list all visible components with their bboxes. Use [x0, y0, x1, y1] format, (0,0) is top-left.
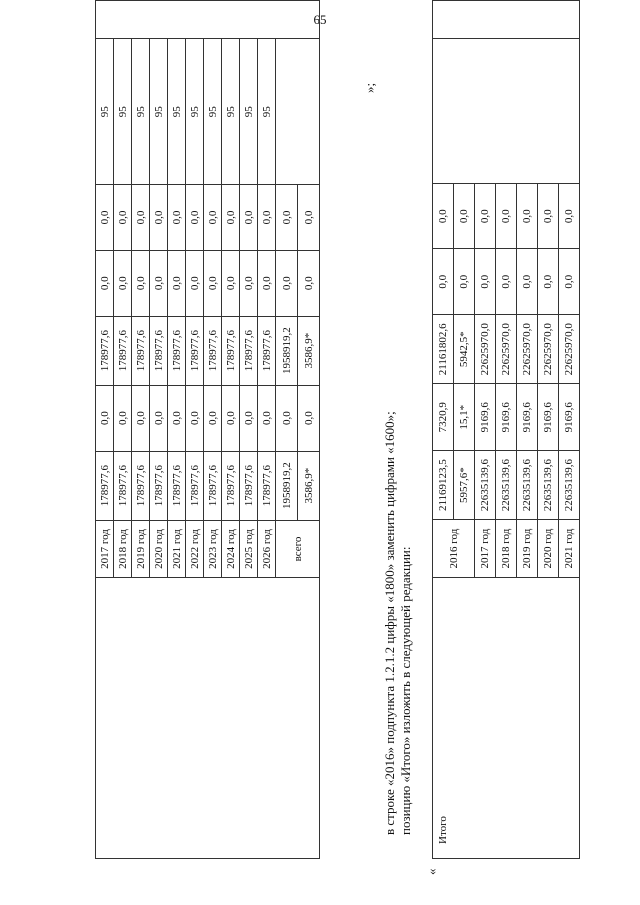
year-cell: 2020 год: [538, 520, 559, 577]
indicator-cell: 95: [96, 39, 114, 185]
value-cell: 178977,6: [114, 316, 132, 385]
value-cell: 0,0: [222, 385, 240, 451]
value-cell: 178977,6: [186, 316, 204, 385]
total-label-cell: всего: [276, 520, 320, 577]
year-cell: 2024 год: [222, 520, 240, 577]
program-table-body: [96, 1, 320, 859]
year-cell: 2019 год: [132, 520, 150, 577]
trailing-cell: [433, 1, 580, 39]
year-cell: 2018 год: [496, 520, 517, 577]
value-cell: 22625970,0: [559, 315, 580, 384]
value-cell: 178977,6: [96, 316, 114, 385]
table-row: [433, 1, 454, 859]
value-cell: 178977,6: [240, 451, 258, 520]
value-cell: 0,0: [168, 185, 186, 251]
value-cell: 0,0: [454, 183, 475, 249]
value-cell: 0,0: [186, 385, 204, 451]
value-cell: 0,0: [114, 385, 132, 451]
value-cell: 22635139,6: [496, 450, 517, 519]
value-cell: 22635139,6: [475, 450, 496, 519]
indicator-cell: [276, 39, 320, 185]
value-cell: 22635139,6: [538, 450, 559, 519]
value-cell: 0,0: [559, 249, 580, 315]
total-table: [432, 0, 580, 859]
total-value-cell: 0,0: [276, 185, 298, 251]
value-cell: 0,0: [496, 249, 517, 315]
total-value-cell: 1958919,2: [276, 451, 298, 520]
indicator-cell: 95: [168, 39, 186, 185]
year-cell: 2023 год: [204, 520, 222, 577]
opening-quote-mark: «: [424, 868, 439, 875]
value-cell: 0,0: [475, 249, 496, 315]
year-cell: 2016 год: [433, 520, 475, 577]
indicator-cell: [433, 39, 580, 184]
value-cell: 21161802,6: [433, 315, 454, 384]
value-cell: 0,0: [240, 185, 258, 251]
value-cell: 0,0: [96, 185, 114, 251]
value-cell: 0,0: [150, 185, 168, 251]
value-cell: 0,0: [517, 183, 538, 249]
indicator-cell: 95: [240, 39, 258, 185]
indicator-cell: 95: [150, 39, 168, 185]
table-row: [96, 1, 114, 859]
value-cell: 178977,6: [204, 451, 222, 520]
value-cell: 0,0: [240, 385, 258, 451]
value-cell: 5942,5*: [454, 315, 475, 384]
value-cell: 9169,6: [517, 384, 538, 450]
value-cell: 0,0: [186, 185, 204, 251]
value-cell: 178977,6: [240, 316, 258, 385]
year-cell: 2021 год: [559, 520, 580, 577]
total-value-cell: 0,0: [276, 385, 298, 451]
value-cell: 178977,6: [114, 451, 132, 520]
value-cell: 0,0: [96, 250, 114, 316]
value-cell: 0,0: [96, 385, 114, 451]
value-cell: 0,0: [168, 250, 186, 316]
value-cell: 178977,6: [258, 451, 276, 520]
value-cell: 178977,6: [96, 451, 114, 520]
value-cell: 178977,6: [150, 316, 168, 385]
value-cell: 0,0: [454, 249, 475, 315]
trailing-cell: [96, 1, 320, 40]
value-cell: 178977,6: [222, 451, 240, 520]
year-cell: 2022 год: [186, 520, 204, 577]
total-value-cell: 0,0: [298, 185, 320, 251]
total-value-cell: 3586,9*: [298, 451, 320, 520]
total-table-body: [433, 1, 580, 859]
value-cell: 15,1*: [454, 384, 475, 450]
value-cell: 7320,9: [433, 384, 454, 450]
value-cell: 0,0: [150, 250, 168, 316]
value-cell: 22635139,6: [517, 450, 538, 519]
indicator-cell: 95: [258, 39, 276, 185]
value-cell: 0,0: [559, 183, 580, 249]
value-cell: 0,0: [186, 250, 204, 316]
value-cell: 0,0: [132, 185, 150, 251]
value-cell: 178977,6: [204, 316, 222, 385]
value-cell: 0,0: [132, 250, 150, 316]
year-cell: 2025 год: [240, 520, 258, 577]
value-cell: 0,0: [222, 185, 240, 251]
total-value-cell: 0,0: [298, 385, 320, 451]
value-cell: 0,0: [222, 250, 240, 316]
year-cell: 2018 год: [114, 520, 132, 577]
total-value-cell: 0,0: [276, 250, 298, 316]
total-label-cell: Итого: [433, 577, 580, 858]
value-cell: 9169,6: [496, 384, 517, 450]
amendment-text-line-2: позицию «Итого» изложить в следующей редакции:: [398, 546, 413, 835]
total-value-cell: 0,0: [298, 250, 320, 316]
year-cell: 2019 год: [517, 520, 538, 577]
value-cell: 0,0: [204, 185, 222, 251]
value-cell: 0,0: [114, 185, 132, 251]
value-cell: 178977,6: [132, 451, 150, 520]
program-label-cell: [96, 578, 320, 859]
program-table-continued: [95, 0, 320, 859]
value-cell: 0,0: [132, 385, 150, 451]
value-cell: 178977,6: [258, 316, 276, 385]
page-number: 65: [313, 12, 327, 27]
closing-quote-mark: »;: [362, 82, 377, 93]
value-cell: 178977,6: [222, 316, 240, 385]
year-cell: 2017 год: [475, 520, 496, 577]
value-cell: 9169,6: [475, 384, 496, 450]
value-cell: 0,0: [204, 250, 222, 316]
year-cell: 2017 год: [96, 520, 114, 577]
value-cell: 22625970,0: [538, 315, 559, 384]
value-cell: 22635139,6: [559, 450, 580, 519]
year-cell: 2020 год: [150, 520, 168, 577]
value-cell: 0,0: [258, 385, 276, 451]
indicator-cell: 95: [132, 39, 150, 185]
value-cell: 22625970,0: [517, 315, 538, 384]
value-cell: 9169,6: [538, 384, 559, 450]
indicator-cell: 95: [204, 39, 222, 185]
value-cell: 22625970,0: [475, 315, 496, 384]
value-cell: 0,0: [433, 183, 454, 249]
value-cell: 178977,6: [168, 451, 186, 520]
indicator-cell: 95: [114, 39, 132, 185]
year-cell: 2026 год: [258, 520, 276, 577]
value-cell: 0,0: [475, 183, 496, 249]
value-cell: 22625970,0: [496, 315, 517, 384]
value-cell: 178977,6: [168, 316, 186, 385]
value-cell: 0,0: [150, 385, 168, 451]
total-value-cell: 3586,9*: [298, 316, 320, 385]
value-cell: 178977,6: [132, 316, 150, 385]
value-cell: 0,0: [258, 250, 276, 316]
amendment-text-line-1: в строке «2016» подпункта 1.2.1.2 цифры «1800» заменить цифрами «1600»;: [382, 411, 397, 835]
value-cell: 0,0: [433, 249, 454, 315]
value-cell: 0,0: [517, 249, 538, 315]
value-cell: 9169,6: [559, 384, 580, 450]
value-cell: 21169123,5: [433, 450, 454, 519]
value-cell: 0,0: [258, 185, 276, 251]
value-cell: 178977,6: [186, 451, 204, 520]
value-cell: 0,0: [240, 250, 258, 316]
value-cell: 178977,6: [150, 451, 168, 520]
indicator-cell: 95: [222, 39, 240, 185]
year-cell: 2021 год: [168, 520, 186, 577]
value-cell: 0,0: [168, 385, 186, 451]
indicator-cell: 95: [186, 39, 204, 185]
value-cell: 0,0: [538, 183, 559, 249]
total-value-cell: 1958919,2: [276, 316, 298, 385]
value-cell: 0,0: [114, 250, 132, 316]
value-cell: 0,0: [204, 385, 222, 451]
value-cell: 5957,6*: [454, 450, 475, 519]
value-cell: 0,0: [538, 249, 559, 315]
value-cell: 0,0: [496, 183, 517, 249]
